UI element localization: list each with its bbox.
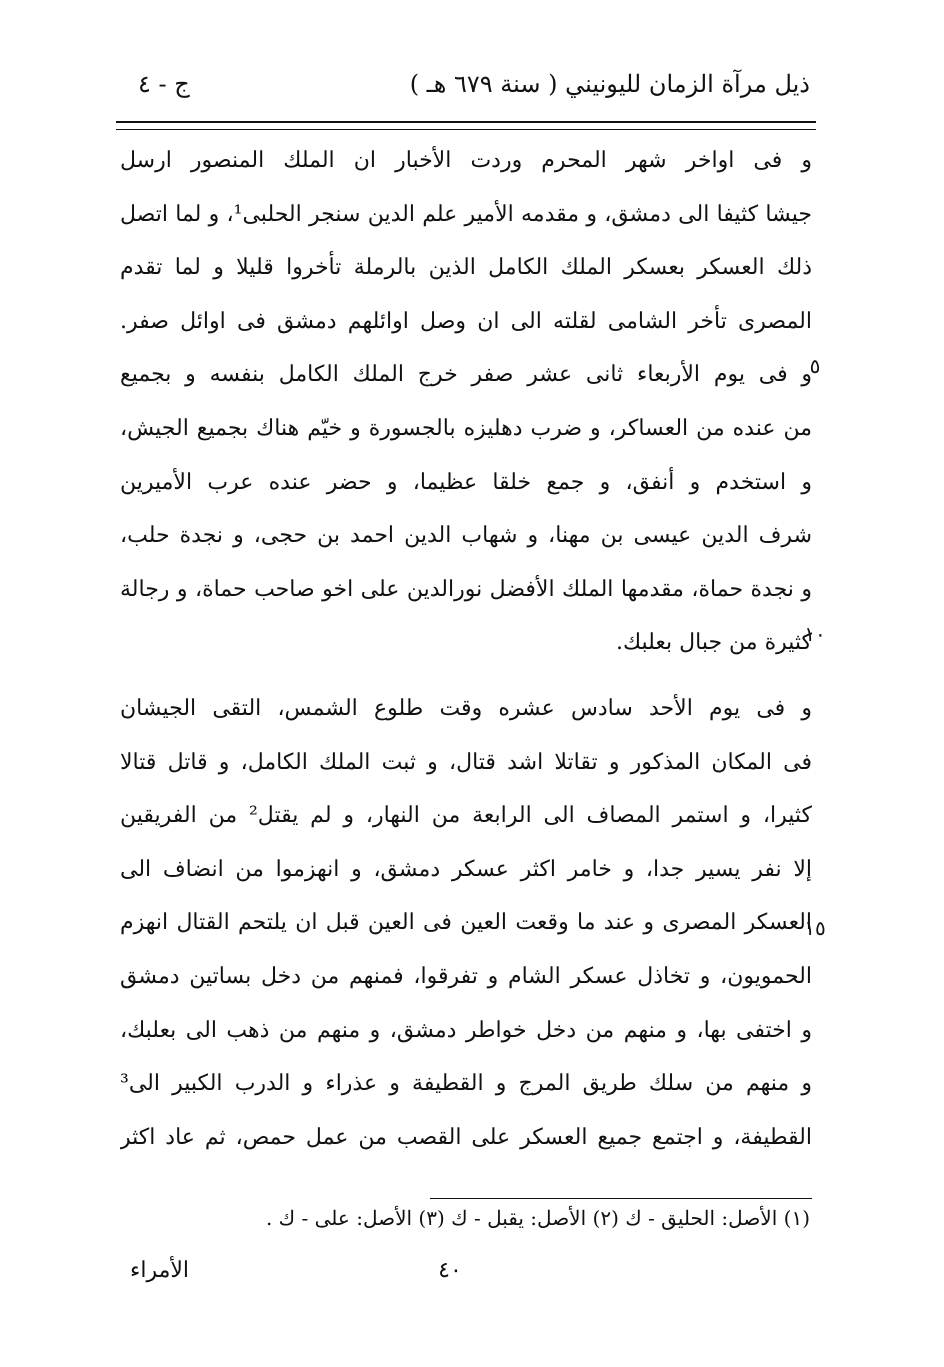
text-line: الحمويون، و تخاذل عسكر الشام و تفرقوا، فمنهم من دخل بساتين دمشق — [120, 963, 812, 989]
line-number-5: ٥ — [809, 354, 821, 378]
text-line: فى المكان المذكور و تقاتلا اشد قتال، و ثبت الملك الكامل، و قاتل قتالا — [120, 749, 812, 775]
text-line: القطيفة، و اجتمع جميع العسكر على القصب من عمل حمص، ثم عاد اكثر — [120, 1124, 812, 1150]
footnote-rule — [430, 1198, 812, 1199]
text-line: من عنده من العساكر، و ضرب دهليزه بالجسورة و خيّم هناك بجميع الجيش، — [120, 415, 812, 441]
text-line: المصرى تأخر الشامى لقلته الى ان وصل اوائلهم دمشق فى اوائل صفر. — [120, 308, 812, 334]
running-header — [120, 66, 810, 110]
text-line: كثيرة من جبال بعلبك. — [615, 630, 812, 656]
text-line: و نجدة حماة، مقدمها الملك الأفضل نورالدين على اخو صاحب حماة، و رجالة — [120, 576, 812, 602]
text-line: و منهم من سلك طريق المرج و القطيفة و عذراء و الدرب الكبير الى³ — [120, 1071, 812, 1097]
text-line: و اختفى بها، و منهم من دخل خواطر دمشق، و منهم من ذهب الى بعلبك، — [120, 1017, 812, 1043]
text-line: و فى يوم الأربعاء ثانى عشر صفر خرج الملك الكامل بنفسه و بجميع — [120, 362, 812, 388]
page-number: ٤٠ — [438, 1258, 462, 1283]
text-line: و فى اواخر شهر المحرم وردت الأخبار ان الملك المنصور ارسل — [120, 148, 812, 173]
running-title: ذيل مرآة الزمان لليونيني ( سنة ٦٧٩ هـ ) — [409, 70, 810, 98]
text-line: إلا نفر يسير جدا، و خامر اكثر عسكر دمشق، و انهزموا من انضاف الى — [120, 856, 812, 882]
volume-number: ج - ٤ — [138, 70, 190, 98]
text-line: العسكر المصرى و عند ما وقعت العين فى العين قبل ان يلتحم القتال انهزم — [120, 910, 812, 936]
footnote: (١) الأصل: الحليق - ك (٢) الأصل: يقبل - ك (٣) الأصل: على - ك . — [265, 1206, 810, 1230]
text-line: و استخدم و أنفق، و جمع خلقا عظيما، و حضر عنده عرب الأميرين — [120, 469, 812, 495]
text-line: ذلك العسكر بعسكر الملك الكامل الذين بالرملة تأخروا قليلا و لما تقدم — [120, 255, 812, 281]
header-rule — [116, 121, 816, 130]
catchword: الأمراء — [130, 1258, 190, 1283]
line-number-15: ١٥ — [804, 916, 826, 940]
body-text — [120, 134, 812, 1164]
text-line: و فى يوم الأحد سادس عشره وقت طلوع الشمس، التقى الجيشان — [120, 695, 812, 721]
text-line: شرف الدين عيسى بن مهنا، و شهاب الدين احمد بن حجى، و نجدة حلب، — [120, 523, 812, 549]
text-line: جيشا كثيفا الى دمشق، و مقدمه الأمير علم الدين سنجر الحلبى¹، و لما اتصل — [120, 201, 812, 227]
line-number-10: ١٠ — [804, 622, 826, 646]
text-line: كثيرا، و استمر المصاف الى الرابعة من النهار، و لم يقتل² من الفريقين — [120, 803, 812, 829]
